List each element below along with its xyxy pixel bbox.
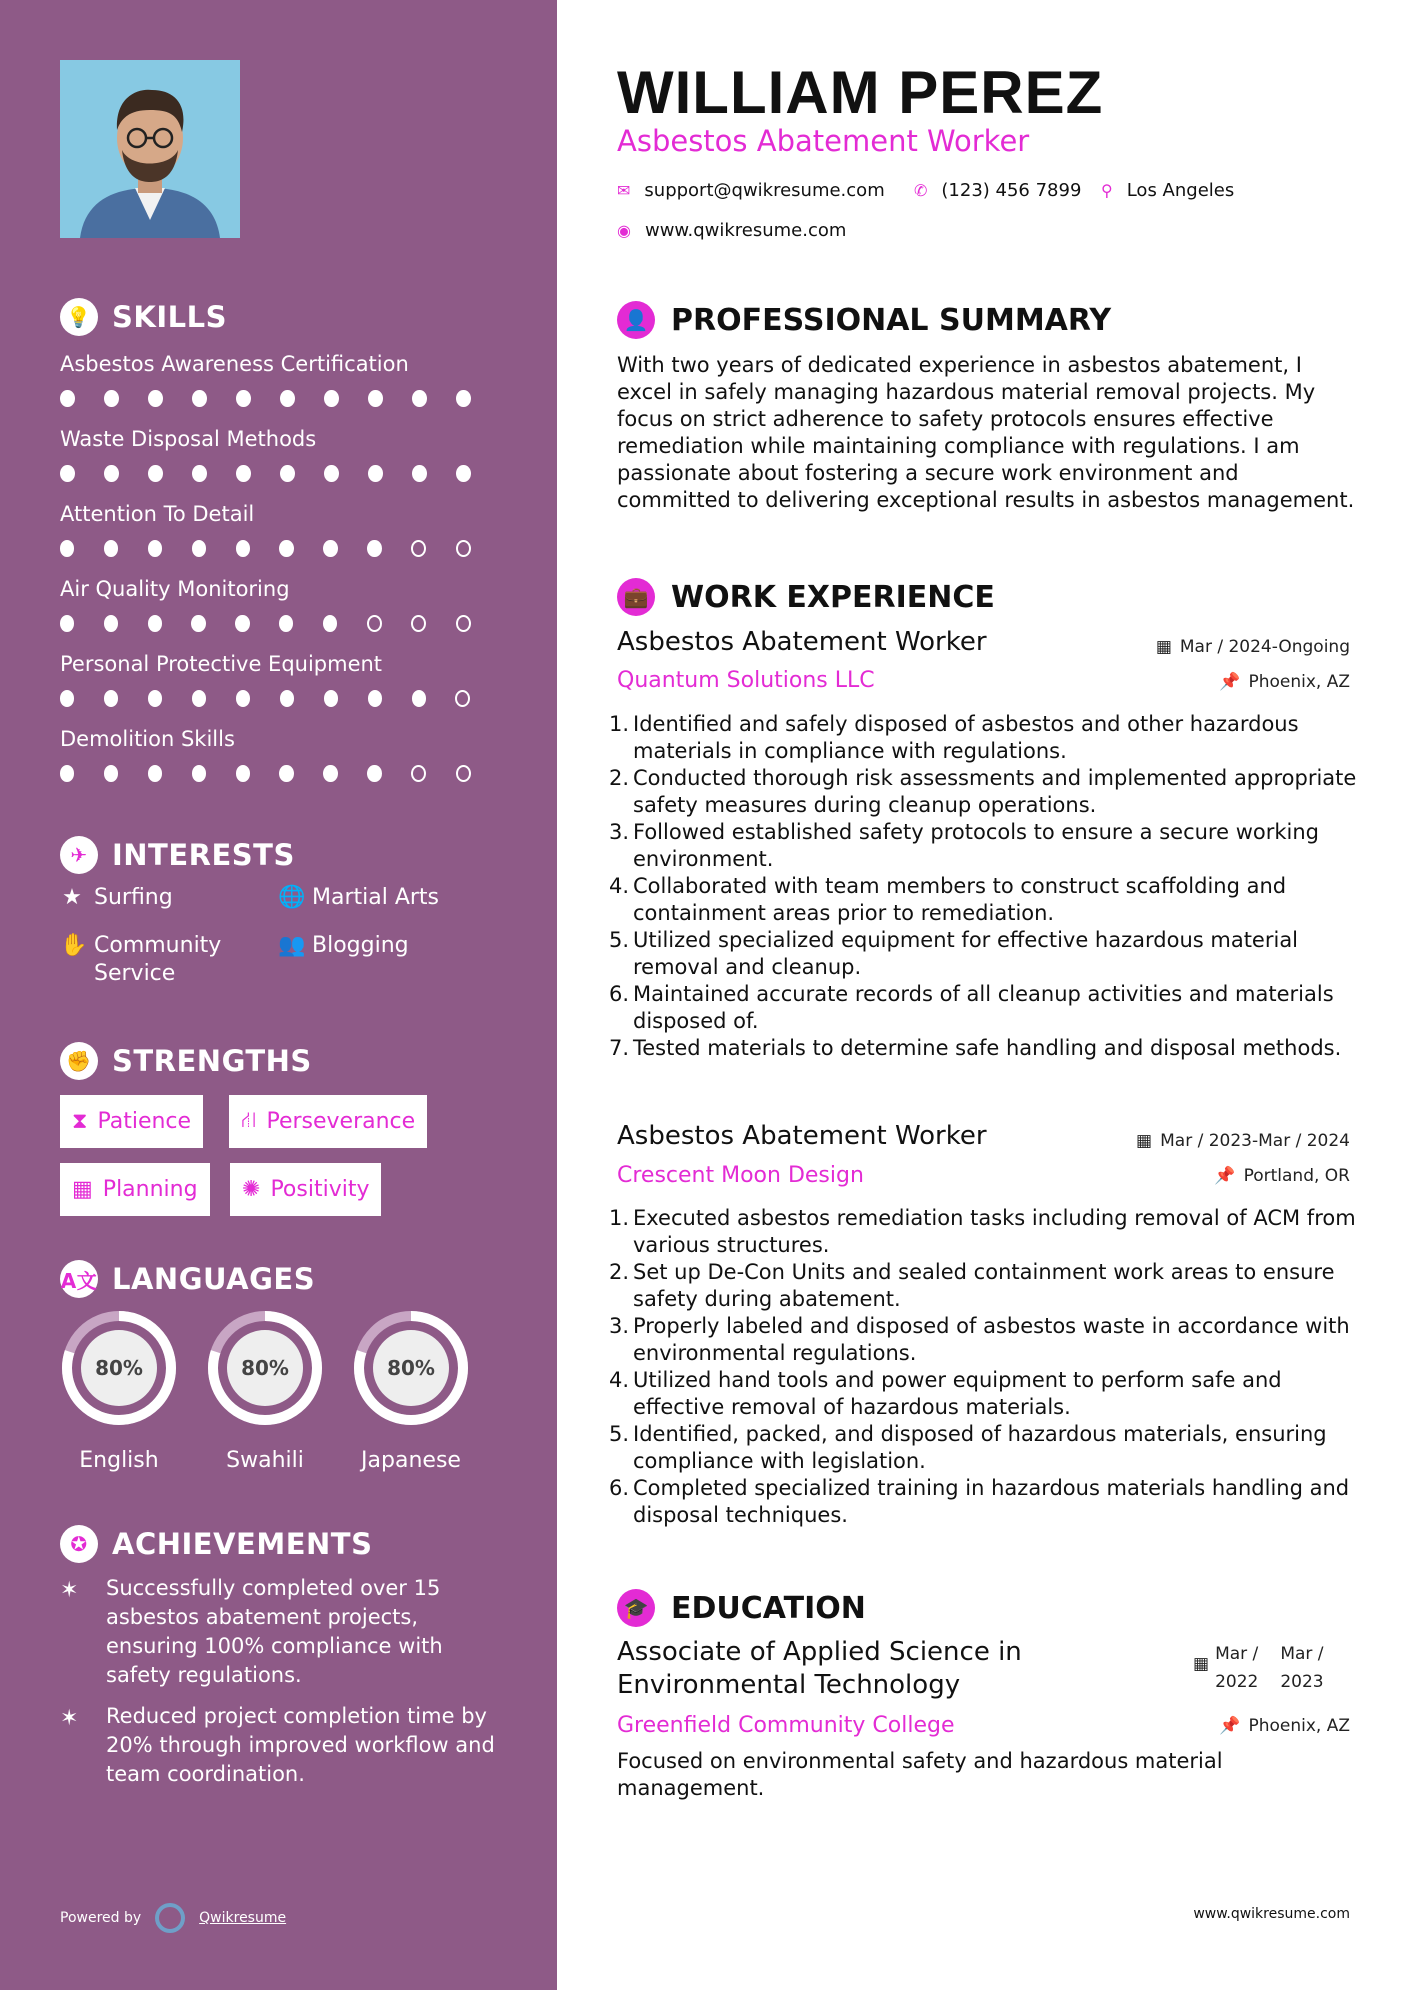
edu-degree: Associate of Applied Science in Environmental Technology [617,1637,1022,1700]
rating-dot [60,690,74,707]
skill-name: Asbestos Awareness Certification [60,352,409,376]
skill-item [60,352,500,407]
skill-name: Attention To Detail [60,502,255,526]
rating-dot [104,540,118,557]
language-ring [57,1306,181,1430]
job-bullet: 6. Maintained accurate records of all cleanup activities and materials disposed of. [609,982,1334,1033]
profile-photo [60,60,240,238]
job-bullet: 4. Utilized hand tools and power equipment to perform safe and effective removal of hazardous materials. [609,1368,1282,1419]
job-bullet: 2. Set up De-Con Units and sealed containment work areas to ensure safety during abatement. [609,1260,1335,1311]
rating-dot [60,465,75,482]
rating-dot [104,390,119,407]
interest-item: 👥 Blogging [278,933,409,958]
skill-item [60,427,500,482]
globe-icon: ◉ [617,221,631,240]
calendar-icon: ▦ [1193,1654,1210,1674]
calendar-icon: ▦ [1136,1131,1153,1151]
edu-location: 📌 Phoenix, AZ [1219,1716,1350,1736]
summary-heading: 👤 PROFESSIONAL SUMMARY [617,301,1111,339]
skill-rating [60,765,500,782]
road-icon: ⛙ [241,1107,257,1133]
rating-dot [236,390,251,407]
qwikresume-link[interactable]: Qwikresume [199,1910,287,1926]
job-bullets [609,1205,1362,1529]
rating-dot [104,465,119,482]
rating-dot [412,690,426,707]
star-icon: ★ [62,885,82,910]
candidate-role: Asbestos Abatement Worker [617,124,1030,158]
skill-name: Demolition Skills [60,727,235,751]
ring-label: 80% [387,1356,435,1380]
calendar-icon: ▦ [1155,637,1172,657]
rating-dot [456,465,471,482]
interests-heading: ✈ INTERESTS [60,836,295,874]
strength-chip: ⧗ Patience [60,1095,203,1148]
rating-dot [456,765,471,782]
rating-dot [236,690,250,707]
rating-dot [148,690,162,707]
skill-rating [60,615,500,632]
languages-heading: A文 LANGUAGES [60,1262,316,1296]
rating-dot [368,690,382,707]
contact-website[interactable]: ◉ www.qwikresume.com [617,220,847,241]
job-bullet: 2. Conducted thorough risk assessments and implemented appropriate safety measures during cleanup operations. [609,766,1357,817]
user-icon: 👤 [617,301,655,339]
interest-item: 🌐 Martial Arts [278,885,440,910]
ring-label: 80% [241,1356,289,1380]
rating-dot [455,690,470,707]
job-location: 📌 Phoenix, AZ [1219,672,1350,692]
map-pin-icon: ⚲ [1101,181,1113,200]
rating-dot [367,540,381,557]
strengths-heading: ✊ STRENGTHS [60,1042,312,1080]
rating-dot [104,615,118,632]
rating-dot [323,540,337,557]
rating-dot [279,540,293,557]
rating-dot [148,390,163,407]
strength-chip: ▦ Planning [60,1163,210,1216]
rating-dot [148,615,162,632]
pin-icon: 📌 [1219,1716,1241,1736]
job-bullet: 5. Utilized specialized equipment for effective hazardous material removal and cleanup. [609,928,1299,979]
rating-dot [104,690,118,707]
summary-text: With two years of dedicated experience in asbestos abatement, I excel in safely managing hazardous material removal projects. My focus on strict adherence to safety protocols ensures effective remediation while maintaining compliance with regulations. I am passionate about fostering a secure work environment and committed to delivering exceptional results in asbestos management. [617,353,1355,512]
language-item [349,1306,473,1473]
skill-rating [60,390,500,407]
rating-dot [456,615,471,632]
edu-dates: ▦ Mar / 2022 Mar / 2023 [1193,1640,1324,1696]
rating-dot [456,390,471,407]
shooting-star-icon: ✶ [60,1706,79,1731]
rating-dot [367,615,382,632]
strength-chip: ⛙ Perseverance [229,1095,427,1148]
shooting-star-icon: ✶ [60,1578,79,1603]
ring-label: 80% [95,1356,143,1380]
language-item [203,1306,327,1473]
hourglass-icon: ⧗ [72,1109,88,1134]
job-company: Quantum Solutions LLC [617,668,875,693]
skill-name: Personal Protective Equipment [60,652,383,676]
job-bullet: 1. Executed asbestos remediation tasks including removal of ACM from various structures. [609,1206,1356,1257]
rating-dot [192,690,206,707]
rating-dot [148,765,162,782]
rating-dot [323,615,337,632]
rating-dot [411,540,426,557]
achievement-item: ✶ Successfully completed over 15 asbestos abatement projects, ensuring 100% compliance with safety regulations. [60,1574,510,1690]
language-name: Swahili [226,1448,304,1473]
skill-rating [60,465,500,482]
education-heading: 🎓 EDUCATION [617,1589,866,1627]
rating-dot [60,390,75,407]
skill-item [60,727,500,782]
graduation-icon: 🎓 [617,1589,655,1627]
phone-icon: ✆ [914,181,928,200]
skill-rating [60,540,500,557]
language-name: Japanese [361,1448,461,1473]
rating-dot [148,465,163,482]
fist-icon: ✊ [60,1042,98,1080]
edu-school: Greenfield Community College [617,1713,955,1738]
skill-name: Air Quality Monitoring [60,577,290,601]
rating-dot [280,465,295,482]
rating-dot [280,390,295,407]
rating-dot [60,615,74,632]
sidebar [0,0,557,1990]
job-bullet: 3. Properly labeled and disposed of asbestos waste in accordance with environmental regulations. [609,1314,1350,1365]
rating-dot [191,615,205,632]
rating-dot [412,390,427,407]
rating-dot [280,690,294,707]
rating-dot [368,465,383,482]
candidate-name: WILLIAM PEREZ [617,59,1104,126]
contact-email[interactable]: ✉ support@qwikresume.com [617,180,885,201]
star-badge-icon: ✪ [60,1525,98,1563]
briefcase-icon: 💼 [617,578,655,616]
rating-dot [148,540,162,557]
job-bullet: 7. Tested materials to determine safe handling and disposal methods. [609,1036,1342,1060]
job-bullet: 1. Identified and safely disposed of asbestos and other hazardous materials in compliance with regulations. [609,712,1299,763]
job-bullet: 3. Followed established safety protocols to ensure a secure working environment. [609,820,1319,871]
rating-dot [324,690,338,707]
rating-dot [411,615,426,632]
rating-dot [324,390,339,407]
group-icon: 👥 [278,933,306,958]
achievement-item: ✶ Reduced project completion time by 20% through improved workflow and team coordination. [60,1702,510,1789]
powered-by: Powered by Qwikresume [60,1903,286,1933]
globe-icon: 🌐 [278,885,306,910]
job-bullets [609,711,1362,1062]
job-dates: ▦ Mar / 2023-Mar / 2024 [1136,1131,1350,1151]
rating-dot [236,465,251,482]
contact-location: ⚲ Los Angeles [1101,180,1235,201]
rating-dot [236,765,250,782]
strength-chip: ✺ Positivity [230,1163,381,1216]
job-bullet: 6. Completed specialized training in hazardous materials handling and disposal techniques. [609,1476,1350,1527]
language-item [57,1306,181,1473]
skill-item [60,577,500,632]
rating-dot [235,615,249,632]
sun-icon: ✺ [242,1177,261,1202]
rating-dot [411,765,426,782]
lightbulb-icon: 💡 [60,298,98,336]
rating-dot [192,540,206,557]
interest-item: ★ Surfing [60,884,173,912]
main-content [557,0,1407,1990]
rating-dot [456,540,471,557]
rating-dot [60,765,74,782]
hand-icon: ✋ [60,933,88,958]
skills-heading: 💡 SKILLS [60,298,227,336]
skill-name: Waste Disposal Methods [60,427,317,451]
edu-description: Focused on environmental safety and hazardous material management. [617,1749,1223,1800]
rating-dot [192,465,207,482]
rating-dot [323,765,337,782]
job-company: Crescent Moon Design [617,1163,864,1188]
job-location: 📌 Portland, OR [1214,1166,1350,1186]
envelope-icon: ✉ [617,181,631,200]
job-bullet: 5. Identified, packed, and disposed of hazardous materials, ensuring compliance with legislation. [609,1422,1327,1473]
pin-icon: 📌 [1219,672,1241,692]
language-name: English [79,1448,159,1473]
job-bullet: 4. Collaborated with team members to construct scaffolding and containment areas prior to remediation. [609,874,1287,925]
language-card-icon: A文 [60,1260,98,1298]
calendar-icon: ▦ [72,1177,93,1202]
rating-dot [60,540,74,557]
rating-dot [104,765,118,782]
language-ring [349,1306,473,1430]
interest-item: ✋ Community Service [60,933,222,986]
skill-item [60,652,500,707]
language-ring [203,1306,327,1430]
rating-dot [279,615,293,632]
rating-dot [324,465,339,482]
rating-dot [368,390,383,407]
rating-dot [412,465,427,482]
skill-rating [60,690,500,707]
rating-dot [236,540,250,557]
rating-dot [192,390,207,407]
skill-item [60,502,500,557]
qwikresume-logo-icon [155,1903,185,1933]
paper-plane-icon: ✈ [60,836,98,874]
achievements-heading: ✪ ACHIEVEMENTS [60,1525,372,1563]
job-title: Asbestos Abatement Worker [617,1121,987,1151]
rating-dot [367,765,381,782]
rating-dot [279,765,293,782]
job-dates: ▦ Mar / 2024-Ongoing [1155,637,1350,657]
pin-icon: 📌 [1214,1166,1236,1186]
footer-url[interactable]: www.qwikresume.com [1193,1906,1350,1922]
experience-heading: 💼 WORK EXPERIENCE [617,578,995,616]
rating-dot [192,765,206,782]
job-title: Asbestos Abatement Worker [617,627,987,657]
contact-phone[interactable]: ✆ (123) 456 7899 [914,180,1082,201]
